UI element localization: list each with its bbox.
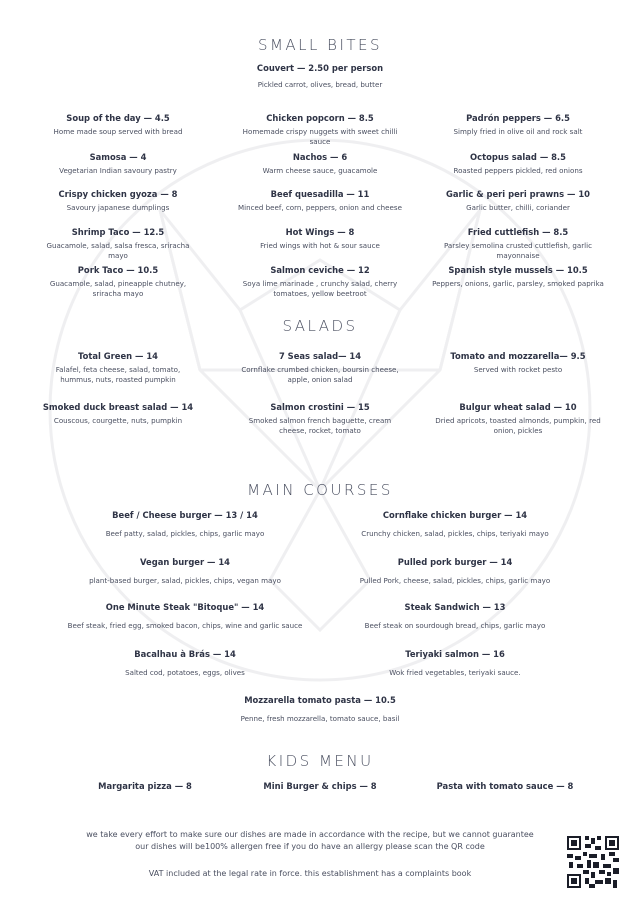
menu-item	[432, 113, 604, 137]
item-name: Spanish style mussels — 10.5	[448, 265, 588, 275]
item-description: Beef steak, fried egg, smoked bacon, chips, wine and garlic sauce	[67, 621, 303, 630]
item-description: Pickled carrot, olives, bread, butter	[257, 80, 383, 89]
item-description: Guacamole, salad, salsa fresca, sriracha mayo	[46, 241, 190, 260]
menu-item	[235, 113, 405, 147]
item-description: Parsley semolina crusted cuttlefish, garlic mayonnaise	[443, 241, 593, 260]
item-description: Simply fried in olive oil and rock salt	[453, 127, 583, 136]
item-description: Couscous, courgette, nuts, pumpkin	[53, 416, 183, 425]
item-description: Falafel, feta cheese, salad, tomato, hummus, nuts, roasted pumpkin	[55, 365, 181, 384]
item-description: Soya lime marinade , crunchy salad, cherry tomatoes, yellow beetroot	[242, 279, 398, 298]
menu-item	[432, 265, 604, 289]
menu-item	[235, 189, 405, 213]
item-description: Guacamole, salad, pineapple chutney, sriracha mayo	[49, 279, 187, 298]
menu-item	[235, 265, 405, 299]
item-name: Hot Wings — 8	[285, 227, 355, 237]
menu-item	[330, 649, 580, 678]
menu-item	[38, 402, 198, 426]
item-name: Chicken popcorn — 8.5	[266, 113, 374, 123]
salads-title: SALADS	[282, 317, 358, 335]
menu-item	[50, 649, 320, 678]
menu-item	[50, 602, 320, 631]
item-name: One Minute Steak "Bitoque" — 14	[105, 602, 265, 612]
menu-item	[235, 402, 405, 436]
menu-item	[235, 227, 405, 251]
item-description: Minced beef, corn, peppers, onion and cheese	[238, 203, 402, 212]
menu-item	[38, 227, 198, 261]
menu-item	[120, 695, 520, 724]
item-description: Beef steak on sourdough bread, chips, garlic mayo	[364, 621, 546, 630]
item-description: Wok fried vegetables, teriyaki sauce.	[389, 668, 521, 677]
qr-code-icon[interactable]	[567, 836, 619, 888]
allergen-notice-line: our dishes will be100% allergen free if you do have an allergy please scan the QR code	[135, 842, 485, 851]
menu-item	[38, 113, 198, 137]
menu-item	[330, 557, 580, 586]
item-name: Salmon crostini — 15	[270, 402, 370, 412]
item-name: Teriyaki salmon — 16	[405, 649, 505, 659]
allergen-notice	[60, 829, 560, 853]
menu-item	[432, 351, 604, 375]
item-name: Cornflake chicken burger — 14	[382, 510, 528, 520]
item-description: Crunchy chicken, salad, pickles, chips, teriyaki mayo	[361, 529, 549, 538]
menu-item	[38, 189, 198, 213]
item-description: Cornflake crumbed chicken, boursin cheese, apple, onion salad	[241, 365, 399, 384]
item-name: Beef quesadilla — 11	[270, 189, 370, 199]
item-description: Beef patty, salad, pickles, chips, garlic mayo	[105, 529, 265, 538]
item-name: Tomato and mozzarella— 9.5	[450, 351, 586, 361]
menu-item	[410, 781, 600, 792]
item-name: Nachos — 6	[292, 152, 348, 162]
couvert-item	[170, 63, 470, 90]
item-name: Bacalhau à Brás — 14	[134, 649, 236, 659]
item-name: Margarita pizza — 8	[98, 781, 192, 791]
item-description: plant-based burger, salad, pickles, chips, vegan mayo	[89, 576, 281, 585]
menu-item	[432, 152, 604, 176]
menu-item	[50, 510, 320, 539]
small-bites-title: SMALL BITES	[257, 36, 383, 54]
menu-item	[330, 602, 580, 631]
item-description: Roasted peppers pickled, red onions	[453, 166, 583, 175]
menu-item	[60, 781, 230, 792]
item-description: Home made soup served with bread	[53, 127, 183, 136]
item-name: Mini Burger & chips — 8	[263, 781, 377, 791]
item-name: Bulgur wheat salad — 10	[459, 402, 577, 412]
menu-item	[38, 351, 198, 385]
item-name: Soup of the day — 4.5	[66, 113, 170, 123]
item-name: Padrón peppers — 6.5	[466, 113, 570, 123]
item-name: Shrimp Taco — 12.5	[71, 227, 165, 237]
item-description: Served with rocket pesto	[473, 365, 563, 374]
menu-item	[432, 402, 604, 436]
item-name: Pulled pork burger — 14	[397, 557, 513, 567]
item-name: Smoked duck breast salad — 14	[42, 402, 194, 412]
menu-item	[432, 227, 604, 261]
item-description: Fried wings with hot & sour sauce	[260, 241, 380, 250]
menu-item	[50, 557, 320, 586]
item-name: Total Green — 14	[78, 351, 158, 361]
item-name: Garlic & peri peri prawns — 10	[445, 189, 590, 199]
item-description: Warm cheese sauce, guacamole	[262, 166, 378, 175]
item-name: Vegan burger — 14	[140, 557, 230, 567]
menu-item	[235, 152, 405, 176]
item-name: Pork Taco — 10.5	[77, 265, 159, 275]
item-name: Octopus salad — 8.5	[470, 152, 566, 162]
item-name: Crispy chicken gyoza — 8	[58, 189, 178, 199]
main-courses-title: MAIN COURSES	[247, 481, 393, 499]
item-description: Vegetarian Indian savoury pastry	[59, 166, 177, 175]
kids-menu-title: KIDS MENU	[266, 752, 374, 770]
item-name: 7 Seas salad— 14	[278, 351, 362, 361]
allergen-notice-line: we take every effort to make sure our dishes are made in accordance with the recipe, but we cannot guarantee	[86, 830, 534, 839]
item-description: Garlic butter, chilli, coriander	[466, 203, 570, 212]
item-name: Samosa — 4	[89, 152, 147, 162]
item-description: Penne, fresh mozzarella, tomato sauce, basil	[240, 714, 400, 723]
vat-notice: VAT included at the legal rate in force. this establishment has a complaints book	[148, 869, 472, 878]
item-name: Beef / Cheese burger — 13 / 14	[112, 510, 258, 520]
item-description: Pulled Pork, cheese, salad, pickles, chips, garlic mayo	[359, 576, 551, 585]
item-description: Savoury japanese dumplings	[66, 203, 170, 212]
menu-item	[235, 781, 405, 792]
item-description: Peppers, onions, garlic, parsley, smoked paprika	[432, 279, 604, 288]
menu-item	[38, 152, 198, 176]
item-description: Smoked salmon french baguette, cream cheese, rocket, tomato	[248, 416, 392, 435]
item-name: Salmon ceviche — 12	[270, 265, 370, 275]
item-description: Salted cod, potatoes, eggs, olives	[125, 668, 245, 677]
item-description: Dried apricots, toasted almonds, pumpkin, red onion, pickles	[435, 416, 601, 435]
item-description: Homemade crispy nuggets with sweet chilli sauce	[242, 127, 398, 146]
menu-item	[38, 265, 198, 299]
item-name: Mozzarella tomato pasta — 10.5	[244, 695, 396, 705]
item-name: Couvert — 2.50 per person	[256, 63, 384, 73]
menu-item	[330, 510, 580, 539]
item-name: Fried cuttlefish — 8.5	[467, 227, 569, 237]
menu-item	[432, 189, 604, 213]
menu-item	[235, 351, 405, 385]
item-name: Pasta with tomato sauce — 8	[436, 781, 574, 791]
item-name: Steak Sandwich — 13	[404, 602, 506, 612]
